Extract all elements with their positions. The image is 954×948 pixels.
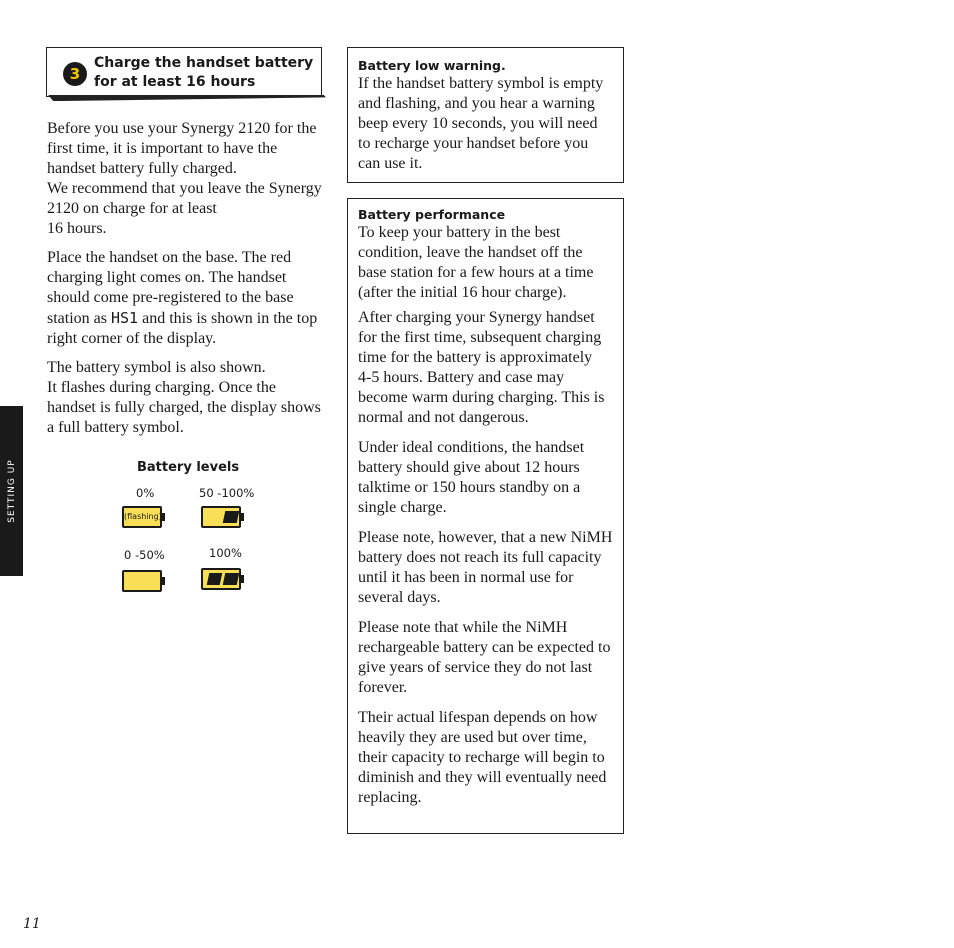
battery-low-warning-title: Battery low warning. <box>358 58 506 73</box>
base-paragraph <box>47 248 327 349</box>
performance-paragraph: Their actual lifespan depends on how heavily they are used but over time, their capacity to recharge will begin to diminish and they will eventually need replacing. <box>358 709 607 806</box>
battery-performance-title: Battery performance <box>358 207 506 222</box>
performance-paragraph: After charging your Synergy handset for the first time, subsequent charging time for the battery is approximately 4-5 hours. Battery and case may become warm during charging. This is normal and not dangerous. <box>358 309 605 426</box>
step-title: Charge the handset battery for at least 16 hours <box>94 55 314 90</box>
handset-code: HS1 <box>111 309 139 327</box>
battery-empty-flashing-icon <box>122 506 162 528</box>
battery-label-full: 100% <box>209 546 242 560</box>
battery-full-icon <box>201 568 241 590</box>
battery-performance-box <box>347 198 624 834</box>
base-paragraph-text-2: and this is shown in the top right corner of the display. <box>47 310 318 347</box>
battery-symbol-paragraph: The battery symbol is also shown. It flashes during charging. Once the handset is fully charged, the display shows a full battery symbol. <box>47 359 321 436</box>
battery-bar <box>207 573 223 585</box>
battery-bar <box>223 511 240 523</box>
battery-half-icon <box>201 506 241 528</box>
step-header-shadow <box>48 95 329 101</box>
performance-paragraph: Please note, however, that a new NiMH battery does not reach its full capacity until it has been in normal use for several days. <box>358 529 613 606</box>
intro-paragraph: Before you use your Synergy 2120 for the first time, it is important to have the handset battery fully charged. We recommend that you leave the Synergy 2120 on charge for at least 16 hours. <box>47 120 322 237</box>
battery-low-warning-body: If the handset battery symbol is empty and flashing, and you hear a warning beep every 10 seconds, you will need to recharge your handset before you can use it. <box>358 75 604 172</box>
battery-label-empty-flashing: 0% <box>136 486 155 500</box>
battery-low-icon <box>122 570 162 592</box>
section-side-tab <box>0 406 23 576</box>
step-number-badge: 3 <box>63 62 87 86</box>
battery-flashing-note: (flashing) <box>124 512 162 521</box>
performance-paragraph: To keep your battery in the best condition, leave the handset off the base station for a few hours at a time (after the initial 16 hour charge). <box>358 224 594 301</box>
page-number: 11 <box>23 916 41 932</box>
battery-label-half: 50 -100% <box>199 486 255 500</box>
section-side-tab-label: SETTING UP <box>6 459 17 523</box>
base-paragraph-text-1: Place the handset on the base. The red charging light comes on. The handset should come pre-registered to the base station as <box>47 249 294 327</box>
performance-paragraph: Under ideal conditions, the handset battery should give about 12 hours talktime or 150 hours standby on a single charge. <box>358 439 585 516</box>
battery-levels-title: Battery levels <box>137 460 240 475</box>
step-header <box>46 47 322 97</box>
battery-label-low: 0 -50% <box>124 548 165 562</box>
performance-paragraph: Please note that while the NiMH rechargeable battery can be expected to give years of service they do not last forever. <box>358 619 611 696</box>
battery-bar <box>223 573 240 585</box>
battery-low-warning-box <box>347 47 624 183</box>
